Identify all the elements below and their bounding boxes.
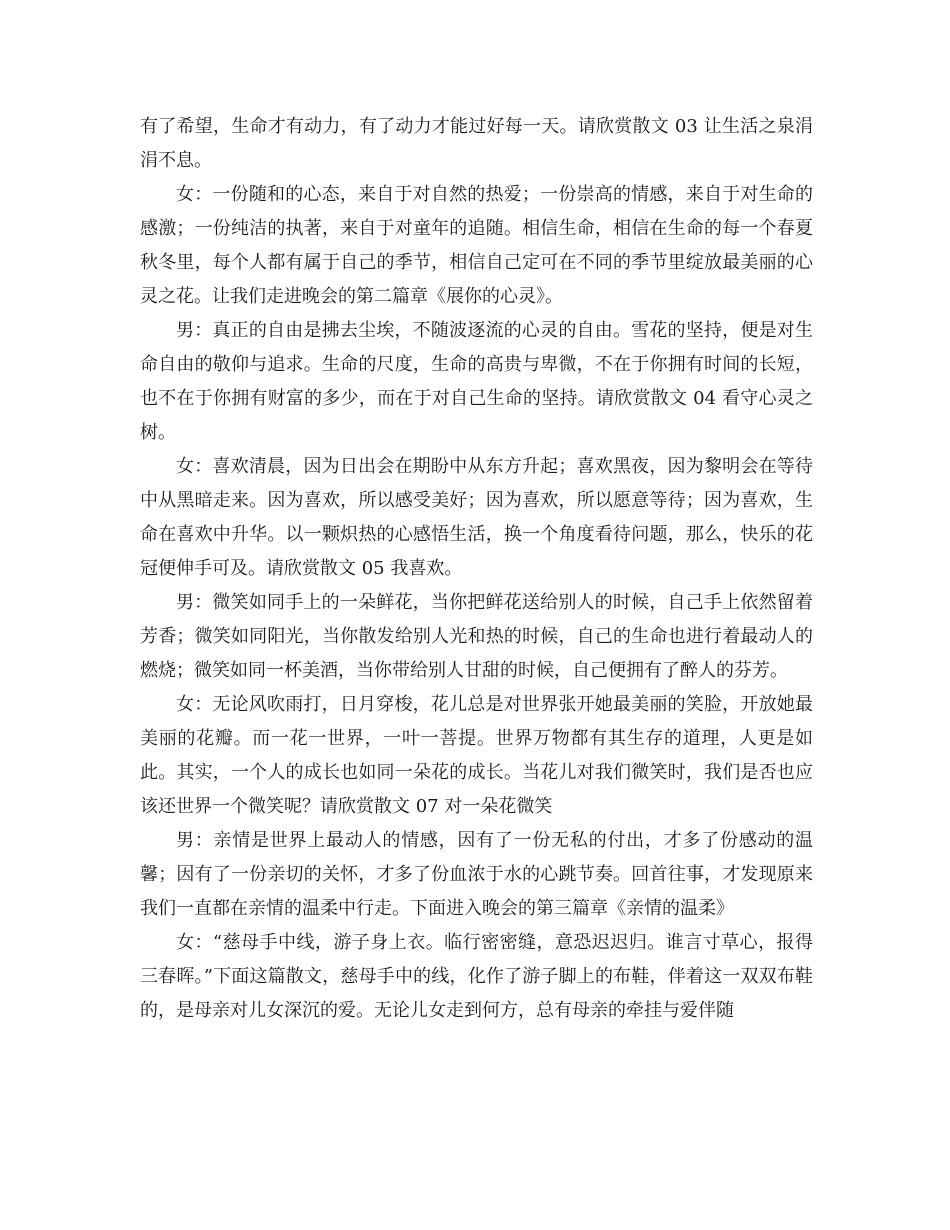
paragraph-female-spring-intro: 女：一份随和的心态，来自于对自然的热爱；一份崇高的情感，来自于对生命的感激；一份纯洁的执著，来自于对童年的追随。相信生命，相信在生命的每一个春夏秋冬里，每个人都有属于自己的季节，相信自己定可在不同的季节里绽放最美丽的心灵之花。让我们走进晚会的第二篇章《展你的心灵》。 xyxy=(140,184,813,307)
document-body xyxy=(140,110,813,1028)
paragraph-female-flower-smile: 女：无论风吹雨打，日月穿梭，花儿总是对世界张开她最美丽的笑脸，开放她最美丽的花瓣。而一花一世界，一叶一菩提。世界万物都有其生存的道理，人更是如此。其实，一个人的成长也如同一朵花的成长。当花儿对我们微笑时，我们是否也应该还世界一个微笑呢？请欣赏散文 07 对一朵花微笑 xyxy=(140,694,813,817)
paragraph-female-i-like: 女：喜欢清晨，因为日出会在期盼中从东方升起；喜欢黑夜，因为黎明会在等待中从黑暗走来。因为喜欢，所以感受美好；因为喜欢，所以愿意等待；因为喜欢，生命在喜欢中升华。以一颗炽热的心感悟生活，换一个角度看待问题，那么，快乐的花冠便伸手可及。请欣赏散文 05 我喜欢。 xyxy=(140,456,813,579)
paragraph-continuation: 有了希望，生命才有动力，有了动力才能过好每一天。请欣赏散文 03 让生活之泉涓涓不息。 xyxy=(140,116,813,171)
paragraph-female-mother-thread: 女：“慈母手中线，游子身上衣。临行密密缝，意恐迟迟归。谁言寸草心，报得三春晖。”下面这篇散文，慈母手中的线，化作了游子脚上的布鞋，伴着这一双双布鞋的，是母亲对儿女深沉的爱。无论儿女走到何方，总有母亲的牵挂与爱伴随 xyxy=(140,932,813,1021)
paragraph-male-smile: 男：微笑如同手上的一朵鲜花，当你把鲜花送给别人的时候，自己手上依然留着芳香；微笑如同阳光，当你散发给别人光和热的时候，自己的生命也进行着最动人的燃烧；微笑如同一杯美酒，当你带给别人甘甜的时候，自己便拥有了醉人的芬芳。 xyxy=(140,592,813,681)
paragraph-male-family-love: 男：亲情是世界上最动人的情感，因有了一份无私的付出，才多了份感动的温馨；因有了一份亲切的关怀，才多了份血浓于水的心跳节奏。回首往事，才发现原来我们一直都在亲情的温柔中行走。下面进入晚会的第三篇章《亲情的温柔》 xyxy=(140,830,813,919)
paragraph-male-freedom: 男：真正的自由是拂去尘埃，不随波逐流的心灵的自由。雪花的坚持，便是对生命自由的敬仰与追求。生命的尺度，生命的高贵与卑微，不在于你拥有时间的长短，也不在于你拥有财富的多少，而在于对自己生命的坚持。请欣赏散文 04 看守心灵之树。 xyxy=(140,320,813,443)
